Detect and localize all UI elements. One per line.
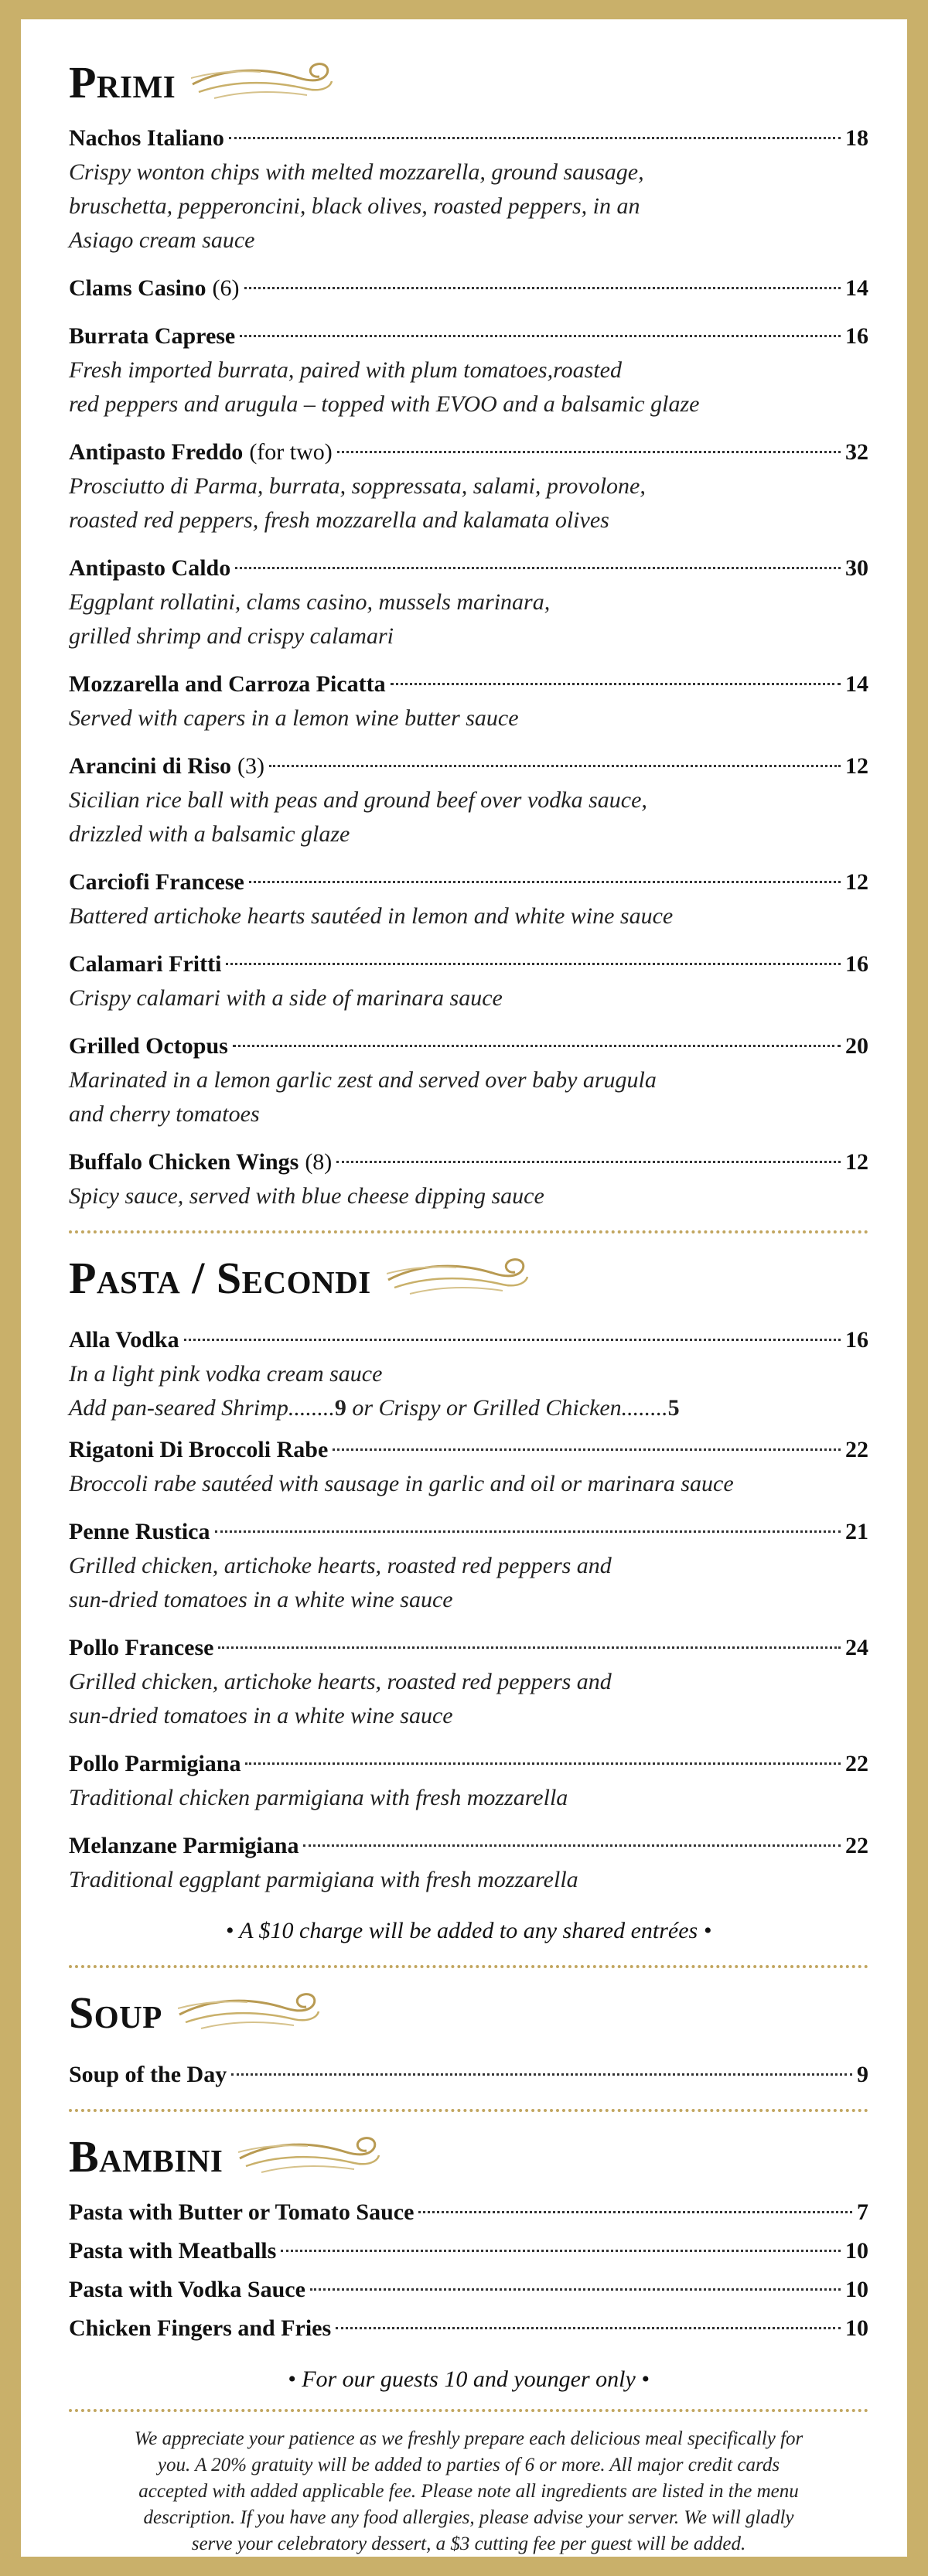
- primi-heading: [69, 52, 868, 114]
- item-description: Crispy wonton chips with melted mozzarella, ground sausage,: [69, 159, 644, 185]
- menu-item: [69, 1829, 868, 1897]
- leader-dots: [229, 137, 841, 139]
- item-name: Carciofi Francese: [69, 869, 244, 895]
- menu-item: [69, 2312, 868, 2346]
- item-name: Pollo Francese: [69, 1635, 214, 1660]
- pasta-list: [69, 1433, 868, 1897]
- addon-chicken-label: or Crispy or Grilled Chicken........: [352, 1395, 668, 1421]
- item-price: 16: [845, 323, 868, 349]
- item-line: [69, 551, 868, 585]
- flourish-icon: [238, 2135, 385, 2179]
- flourish-icon: [387, 1257, 534, 1300]
- leader-dots: [235, 567, 841, 569]
- bambini-heading: [69, 2126, 868, 2188]
- item-line: [69, 1515, 868, 1549]
- leader-dots: [233, 1045, 841, 1047]
- menu-item: [69, 1433, 868, 1501]
- leader-dots: [281, 2250, 841, 2252]
- item-price: 10: [845, 2238, 868, 2264]
- footer-line: accepted with added applicable fee. Please note all ingredients are listed in the menu: [138, 2481, 799, 2502]
- leader-dots: [418, 2211, 852, 2213]
- item-price: 21: [845, 1519, 868, 1544]
- leader-dots: [337, 451, 841, 453]
- leader-dots: [249, 881, 841, 883]
- section-title: Primi: [69, 57, 176, 107]
- menu-item: [69, 1029, 868, 1131]
- item-name: Buffalo Chicken Wings: [69, 1149, 299, 1175]
- item-price: 22: [845, 1751, 868, 1776]
- leader-dots: [218, 1646, 841, 1649]
- item-quantity: (6): [212, 275, 240, 301]
- leader-dots: [215, 1530, 841, 1533]
- menu-item-soup: [69, 2058, 868, 2092]
- item-line: [69, 2196, 868, 2230]
- item-description: Prosciutto di Parma, burrata, soppressata, salami, provolone,: [69, 473, 646, 499]
- item-price: 22: [845, 1437, 868, 1462]
- item-price: 7: [857, 2199, 868, 2225]
- soup-section: [69, 1982, 868, 2092]
- item-addons: [69, 1391, 868, 1425]
- item-price: 10: [845, 2277, 868, 2302]
- leader-dots: [269, 765, 841, 767]
- menu-item: [69, 551, 868, 653]
- item-description: sun-dried tomatoes in a white wine sauce: [69, 1587, 453, 1612]
- leader-dots: [391, 683, 841, 685]
- item-name: Melanzane Parmigiana: [69, 1833, 299, 1858]
- primi-list: [69, 121, 868, 1213]
- addon-shrimp-label: Add pan-seared Shrimp........: [69, 1395, 335, 1421]
- footer-disclaimer: [77, 2426, 861, 2557]
- item-description: Broccoli rabe sautéed with sausage in garlic and oil or marinara sauce: [69, 1471, 734, 1496]
- menu-item: [69, 271, 868, 305]
- item-price: 16: [845, 951, 868, 977]
- item-name: Antipasto Caldo: [69, 555, 231, 581]
- menu-item: [69, 2273, 868, 2307]
- leader-dots: [245, 1762, 841, 1765]
- item-description: red peppers and arugula – topped with EVOO and a balsamic glaze: [69, 391, 700, 417]
- item-description: Grilled chicken, artichoke hearts, roasted red peppers and: [69, 1669, 612, 1694]
- item-name: Arancini di Riso: [69, 753, 232, 779]
- item-name: Pasta with Meatballs: [69, 2238, 277, 2264]
- section-divider: [69, 1965, 868, 1968]
- menu-item: [69, 1145, 868, 1213]
- item-line: [69, 1029, 868, 1063]
- item-name: Penne Rustica: [69, 1519, 210, 1544]
- menu-item: [69, 2196, 868, 2230]
- primi-section: [69, 52, 868, 1213]
- item-name: Nachos Italiano: [69, 125, 224, 151]
- item-line: [69, 319, 868, 353]
- pasta-heading: [69, 1247, 868, 1309]
- item-description: Crispy calamari with a side of marinara sauce: [69, 985, 503, 1011]
- menu-item: [69, 2234, 868, 2268]
- item-description: Sicilian rice ball with peas and ground beef over vodka sauce,: [69, 787, 647, 813]
- item-description: Marinated in a lemon garlic zest and served over baby arugula: [69, 1067, 657, 1093]
- soup-heading: [69, 1982, 868, 2044]
- item-description: sun-dried tomatoes in a white wine sauce: [69, 1703, 453, 1728]
- item-quantity: (3): [237, 753, 265, 779]
- item-price: 10: [845, 2315, 868, 2341]
- footer-line: description. If you have any food allergies, please advise your server. We will gladly: [143, 2507, 794, 2528]
- pasta-section: [69, 1247, 868, 1948]
- kids-note: • For our guests 10 and younger only •: [288, 2366, 650, 2392]
- item-line: [69, 2312, 868, 2346]
- leader-dots: [244, 287, 841, 289]
- section-divider: [69, 2109, 868, 2112]
- item-line: [69, 271, 868, 305]
- item-price: 18: [845, 125, 868, 151]
- bambini-list: [69, 2196, 868, 2346]
- item-name: Clams Casino: [69, 275, 206, 301]
- menu-item: [69, 435, 868, 537]
- flourish-icon: [191, 61, 338, 104]
- item-name: Pasta with Butter or Tomato Sauce: [69, 2199, 415, 2225]
- item-name: Burrata Caprese: [69, 323, 236, 349]
- item-description: grilled shrimp and crispy calamari: [69, 623, 394, 649]
- leader-dots: [303, 1844, 841, 1847]
- section-divider: [69, 1230, 868, 1233]
- item-description: bruschetta, pepperoncini, black olives, roasted peppers, in an: [69, 193, 640, 219]
- leader-dots: [333, 1448, 841, 1451]
- item-quantity: (for two): [249, 439, 333, 465]
- item-name: Grilled Octopus: [69, 1033, 228, 1059]
- item-description: and cherry tomatoes: [69, 1101, 260, 1127]
- item-line: [69, 1433, 868, 1467]
- menu-item: [69, 749, 868, 851]
- leader-dots: [336, 2327, 841, 2329]
- menu-item: [69, 1631, 868, 1733]
- item-description: Traditional eggplant parmigiana with fresh mozzarella: [69, 1867, 578, 1892]
- item-name: Antipasto Freddo: [69, 439, 244, 465]
- item-line: [69, 2234, 868, 2268]
- section-title: Bambini: [69, 2131, 223, 2182]
- item-price: 12: [845, 1149, 868, 1175]
- leader-dots: [231, 2073, 852, 2076]
- item-description: roasted red peppers, fresh mozzarella and kalamata olives: [69, 507, 609, 533]
- item-name: Calamari Fritti: [69, 951, 222, 977]
- bambini-section: [69, 2126, 868, 2397]
- item-price: 9: [857, 2062, 868, 2087]
- item-price: 22: [845, 1833, 868, 1858]
- footer-line: serve your celebratory dessert, a $3 cutting fee per guest will be added.: [191, 2533, 746, 2554]
- section-title: Pasta / Secondi: [69, 1253, 371, 1303]
- item-name: Rigatoni Di Broccoli Rabe: [69, 1437, 329, 1462]
- item-quantity: (8): [305, 1149, 333, 1175]
- item-price: 16: [845, 1327, 868, 1353]
- menu-item: [69, 1515, 868, 1617]
- addon-chicken-price: 5: [667, 1395, 680, 1421]
- section-divider: [69, 2409, 868, 2412]
- leader-dots: [310, 2288, 841, 2291]
- item-line: [69, 947, 868, 981]
- item-description: Fresh imported burrata, paired with plum tomatoes,roasted: [69, 357, 622, 383]
- item-price: 30: [845, 555, 868, 581]
- item-price: 14: [845, 671, 868, 697]
- item-name: Chicken Fingers and Fries: [69, 2315, 332, 2341]
- item-description: Spicy sauce, served with blue cheese dipping sauce: [69, 1183, 544, 1209]
- section-title: Soup: [69, 1987, 162, 2038]
- menu-item: [69, 1747, 868, 1815]
- item-description: Served with capers in a lemon wine butter sauce: [69, 705, 519, 731]
- item-price: 20: [845, 1033, 868, 1059]
- item-name: Mozzarella and Carroza Picatta: [69, 671, 386, 697]
- addon-shrimp-price: 9: [334, 1395, 346, 1421]
- item-description: Battered artichoke hearts sautéed in lemon and white wine sauce: [69, 903, 674, 929]
- item-line: [69, 1747, 868, 1781]
- item-line: [69, 865, 868, 899]
- item-price: 12: [845, 753, 868, 779]
- item-price: 14: [845, 275, 868, 301]
- item-line: [69, 121, 868, 155]
- item-name: Pollo Parmigiana: [69, 1751, 241, 1776]
- item-line: [69, 667, 868, 701]
- item-description: Asiago cream sauce: [69, 227, 255, 253]
- leader-dots: [240, 335, 841, 337]
- item-line: [69, 749, 868, 783]
- item-description: In a light pink vodka cream sauce: [69, 1361, 383, 1387]
- menu-item: [69, 865, 868, 933]
- menu-item: [69, 667, 868, 735]
- menu-page: [21, 19, 907, 2557]
- menu-item: [69, 947, 868, 1015]
- item-name: Alla Vodka: [69, 1327, 179, 1353]
- item-description: Grilled chicken, artichoke hearts, roasted red peppers and: [69, 1553, 612, 1578]
- item-line: [69, 435, 868, 469]
- shared-entree-note: • A $10 charge will be added to any shared entrées •: [225, 1918, 712, 1943]
- menu-item: [69, 121, 868, 258]
- item-line: [69, 1829, 868, 1863]
- leader-dots: [336, 1161, 841, 1163]
- item-name: Soup of the Day: [69, 2062, 227, 2087]
- item-description: Traditional chicken parmigiana with fresh mozzarella: [69, 1785, 568, 1810]
- item-description: drizzled with a balsamic glaze: [69, 821, 350, 847]
- menu-item: [69, 319, 868, 421]
- item-description: Eggplant rollatini, clams casino, mussels marinara,: [69, 589, 551, 615]
- item-line: [69, 1631, 868, 1665]
- item-price: 32: [845, 439, 868, 465]
- leader-dots: [226, 963, 841, 965]
- footer-line: you. A 20% gratuity will be added to parties of 6 or more. All major credit cards: [157, 2455, 780, 2475]
- menu-item-alla-vodka: [69, 1323, 868, 1425]
- item-price: 12: [845, 869, 868, 895]
- footer-line: We appreciate your patience as we freshly prepare each delicious meal specifically for: [134, 2428, 803, 2449]
- item-line: [69, 2273, 868, 2307]
- item-line: [69, 1145, 868, 1179]
- item-price: 24: [845, 1635, 868, 1660]
- item-name: Pasta with Vodka Sauce: [69, 2277, 305, 2302]
- flourish-icon: [178, 1991, 325, 2035]
- leader-dots: [184, 1339, 841, 1341]
